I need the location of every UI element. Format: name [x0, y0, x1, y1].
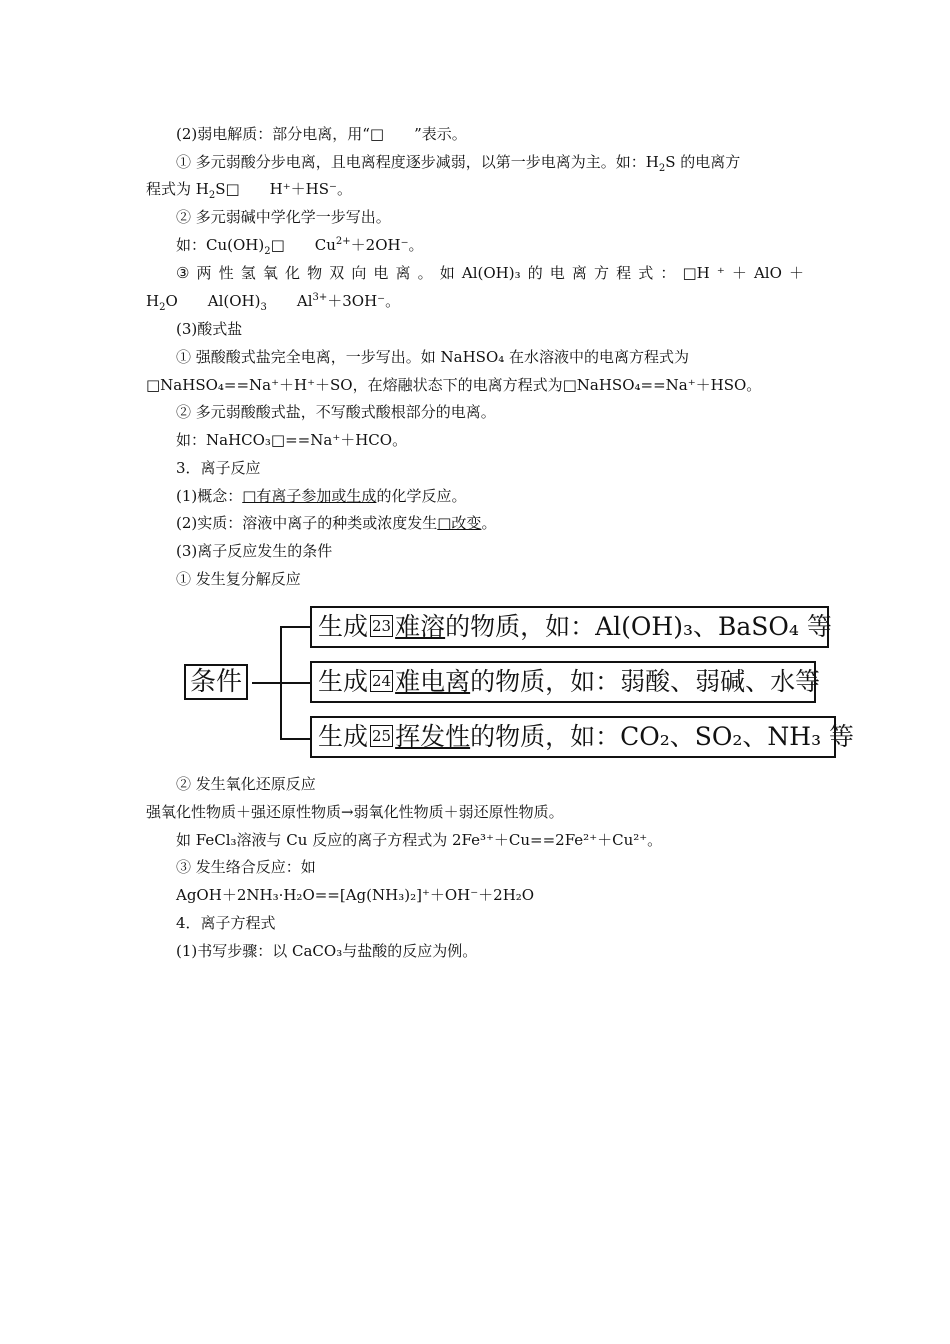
text-line: (3)酸式盐 — [176, 320, 243, 338]
text-line: ③ 发生络合反应：如 — [176, 858, 316, 876]
text-line: ② 发生氧化还原反应 — [176, 775, 316, 793]
underlined-answer: □有离子参加或生成 — [242, 487, 377, 505]
subscript: 2 — [208, 190, 216, 201]
connector-line — [280, 682, 310, 684]
text-segment: ① 多元弱酸分步电离，且电离程度逐步减弱，以第一步电离为主。如：H — [176, 153, 659, 171]
text-token: 程 — [616, 264, 632, 282]
condition-key: 挥发性 — [395, 722, 471, 751]
text-token: 如 — [439, 264, 455, 282]
section-heading: 3．离子反应 — [176, 459, 261, 477]
text-segment: (1)概念： — [176, 487, 243, 505]
text-segment: H — [146, 292, 160, 310]
text-line: ① 发生复分解反应 — [176, 570, 301, 588]
subscript: 2 — [159, 302, 166, 313]
text-line: 如 FeCl₃溶液与 Cu 反应的离子方程式为 2Fe³⁺＋Cu==2Fe²⁺＋Cu²⁺。 — [176, 831, 663, 849]
condition-text: 的物质，如：CO₂、SO₂、NH₃ 等 — [470, 722, 855, 751]
condition-text: 的物质，如：Al(OH)₃、BaSO₄ 等 — [445, 612, 832, 641]
connector-line — [280, 738, 310, 740]
condition-key: 难溶 — [395, 612, 446, 641]
text-token: ⁺ — [716, 264, 725, 282]
text-line: ① 强酸酸式盐完全电离，一步写出。如 NaHSO₄ 在水溶液中的电离方程式为 — [176, 348, 690, 366]
condition-prefix: 生成 — [318, 722, 369, 751]
conditions-diagram — [184, 600, 855, 764]
text-segment: □ Cu — [270, 236, 336, 254]
text-token: 双 — [329, 264, 345, 282]
text-token: Al(OH)₃ — [461, 264, 521, 282]
text-line — [176, 513, 496, 533]
text-line: (1)书写步骤：以 CaCO₃与盐酸的反应为例。 — [176, 942, 478, 960]
text-line: 如：NaHCO₃□==Na⁺＋HCO。 — [176, 431, 408, 449]
subscript: 3 — [260, 302, 267, 313]
connector-line — [280, 626, 310, 628]
text-token: 离 — [395, 264, 411, 282]
text-token: 性 — [218, 264, 234, 282]
text-line: 强氧化性物质＋强还原性物质→弱氧化性物质＋弱还原性物质。 — [146, 803, 564, 821]
text-line: (3)离子反应发生的条件 — [176, 542, 333, 560]
text-segment: 的化学反应。 — [376, 487, 467, 505]
subscript: 2 — [264, 246, 271, 257]
text-segment: 。 — [481, 514, 497, 532]
text-token: 方 — [594, 264, 610, 282]
text-token: 氧 — [262, 264, 278, 282]
conditions-box: 条件 — [184, 664, 248, 700]
text-segment: S□ H⁺＋HS⁻。 — [215, 180, 352, 198]
superscript: 3+ — [312, 292, 328, 303]
text-token: 电 — [549, 264, 565, 282]
condition-box-1 — [310, 606, 832, 648]
text-segment: (2)实质：溶液中离子的种类或浓度发生 — [176, 514, 438, 532]
text-segment: 如：Cu(OH) — [176, 236, 265, 254]
text-token: ＋ — [788, 264, 804, 282]
text-segment: ＋3OH⁻。 — [327, 292, 401, 310]
blank-number: 24 — [372, 672, 392, 690]
text-line: □NaHSO₄==Na⁺＋H⁺＋SO，在熔融状态下的电离方程式为□NaHSO₄==Na⁺＋HSO。 — [146, 376, 762, 394]
condition-box-3 — [310, 716, 855, 758]
text-token: 向 — [351, 264, 367, 282]
text-line: ② 多元弱酸酸式盐，不写酸式酸根部分的电离。 — [176, 403, 496, 421]
text-line — [176, 486, 466, 506]
condition-prefix: 生成 — [318, 667, 369, 696]
text-token: ＋ — [731, 264, 747, 282]
text-line: (2)弱电解质：部分电离，用“□ ”表示。 — [176, 125, 467, 143]
text-token: □H — [682, 264, 710, 282]
condition-key: 难电离 — [395, 667, 471, 696]
text-line — [176, 152, 740, 172]
text-token: 氢 — [240, 264, 256, 282]
text-token: ③ — [176, 264, 190, 282]
text-token: 两 — [196, 264, 212, 282]
text-line — [146, 179, 352, 199]
text-line: ② 多元弱碱中学化学一步写出。 — [176, 208, 391, 226]
text-line — [146, 291, 400, 311]
subscript: 2 — [658, 163, 666, 174]
blank-number: 23 — [372, 617, 392, 635]
text-token: 电 — [373, 264, 389, 282]
text-segment: ＋2OH⁻。 — [350, 236, 424, 254]
text-token: 离 — [571, 264, 587, 282]
text-line: AgOH＋2NH₃·H₂O==[Ag(NH₃)₂]⁺＋OH⁻＋2H₂O — [176, 886, 535, 904]
text-token: 物 — [307, 264, 323, 282]
superscript: 2+ — [335, 236, 351, 247]
underlined-answer: □改变 — [437, 514, 482, 532]
text-segment: O Al(OH) — [165, 292, 261, 310]
connector-line — [252, 682, 280, 684]
text-token: 式 — [638, 264, 654, 282]
condition-prefix: 生成 — [318, 612, 369, 641]
text-token: 的 — [527, 264, 543, 282]
text-segment: S 的电离方 — [665, 153, 741, 171]
blank-number: 25 — [372, 727, 392, 745]
text-line — [176, 235, 424, 255]
text-segment: Al — [266, 292, 313, 310]
text-token: AlO — [753, 264, 782, 282]
condition-box-2 — [310, 661, 821, 703]
text-token: 化 — [284, 264, 300, 282]
text-segment: 程式为 H — [146, 180, 209, 198]
text-line-justified — [176, 263, 804, 283]
text-token: 。 — [417, 264, 433, 282]
section-heading: 4．离子方程式 — [176, 914, 276, 932]
condition-text: 的物质，如：弱酸、弱碱、水等 — [470, 667, 821, 696]
text-token: ： — [660, 264, 676, 282]
